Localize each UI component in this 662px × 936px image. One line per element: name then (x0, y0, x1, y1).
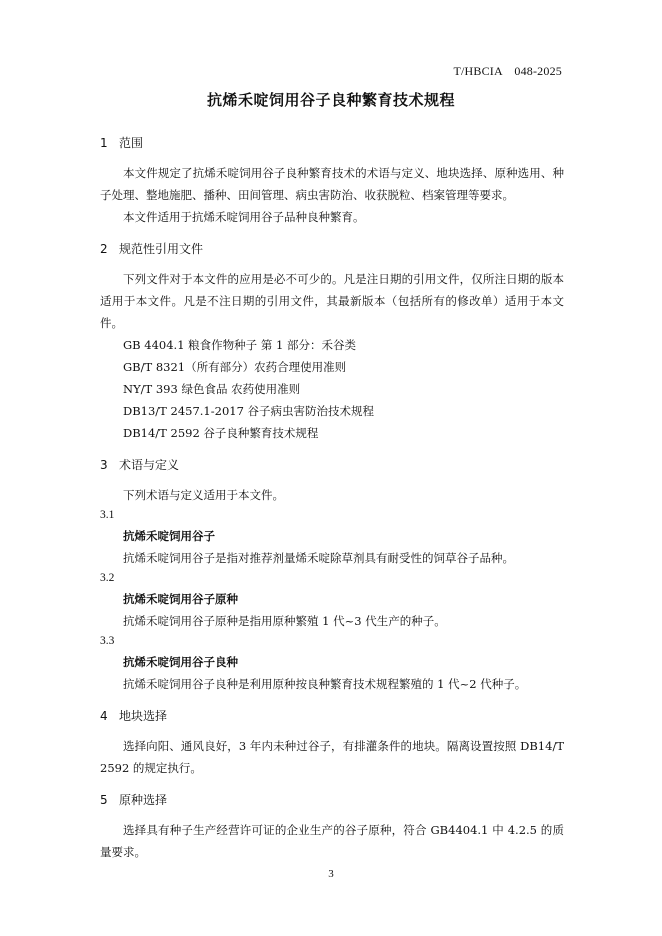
standard-code: T/HBCIA 048-2025 (453, 64, 562, 78)
paragraph: 选择向阳、通风良好，3 年内未种过谷子，有排灌条件的地块。隔离设置按照 DB14/T 2592 的规定执行。 (100, 739, 564, 775)
section-number: 2 (100, 242, 108, 256)
section-title: 术语与定义 (119, 458, 180, 472)
paragraph: 选择具有种子生产经营许可证的企业生产的谷子原种，符合 GB4404.1 中 4.2.5 的质量要求。 (100, 823, 564, 859)
section-heading-normative-references (100, 240, 564, 258)
section-title: 范围 (119, 136, 144, 150)
section-number: 4 (100, 709, 108, 723)
section-title: 规范性引用文件 (119, 242, 204, 256)
document-body (100, 122, 564, 863)
section-heading-scope (100, 134, 564, 152)
document-title: 抗烯禾啶饲用谷子良种繁育技术规程 (206, 91, 455, 109)
paragraph: 本文件规定了抗烯禾啶饲用谷子良种繁育技术的术语与定义、地块选择、原种选用、种子处理、整地施肥、播种、田间管理、病虫害防治、收获脱粒、档案管理等要求。 (100, 166, 564, 202)
section-heading-terms-definitions (100, 456, 564, 474)
section-number: 1 (100, 136, 108, 150)
term-number: 3.1 (100, 509, 115, 521)
page-number: 3 (328, 868, 334, 880)
section-number: 3 (100, 458, 108, 472)
paragraph: 下列文件对于本文件的应用是必不可少的。凡是注日期的引用文件，仅所注日期的版本适用于本文件。凡是不注日期的引用文件，其最新版本（包括所有的修改单）适用于本文件。 (100, 272, 564, 330)
section-heading-foundation-seed-selection (100, 791, 564, 809)
reference-item: DB14/T 2592 谷子良种繁育技术规程 (123, 426, 319, 440)
paragraph: 下列术语与定义适用于本文件。 (123, 488, 284, 502)
term-number: 3.2 (100, 572, 115, 584)
section-title: 地块选择 (119, 709, 168, 723)
term-name: 抗烯禾啶饲用谷子 (123, 529, 215, 543)
section-heading-plot-selection (100, 707, 564, 725)
reference-item: GB 4404.1 粮食作物种子 第 1 部分：禾谷类 (123, 338, 356, 352)
paragraph: 本文件适用于抗烯禾啶饲用谷子品种良种繁育。 (123, 210, 365, 224)
term-definition: 抗烯禾啶饲用谷子是指对推荐剂量烯禾啶除草剂具有耐受性的饲草谷子品种。 (123, 551, 514, 565)
term-name: 抗烯禾啶饲用谷子良种 (123, 655, 238, 669)
section-title: 原种选择 (119, 793, 168, 807)
reference-item: DB13/T 2457.1-2017 谷子病虫害防治技术规程 (123, 404, 375, 418)
term-name: 抗烯禾啶饲用谷子原种 (123, 592, 238, 606)
reference-item: GB/T 8321（所有部分）农药合理使用准则 (123, 360, 347, 374)
reference-item: NY/T 393 绿色食品 农药使用准则 (123, 382, 301, 396)
term-definition: 抗烯禾啶饲用谷子原种是指用原种繁殖 1 代~3 代生产的种子。 (123, 614, 446, 628)
term-definition: 抗烯禾啶饲用谷子良种是利用原种按良种繁育技术规程繁殖的 1 代~2 代种子。 (123, 677, 527, 691)
term-number: 3.3 (100, 635, 115, 647)
section-number: 5 (100, 793, 108, 807)
